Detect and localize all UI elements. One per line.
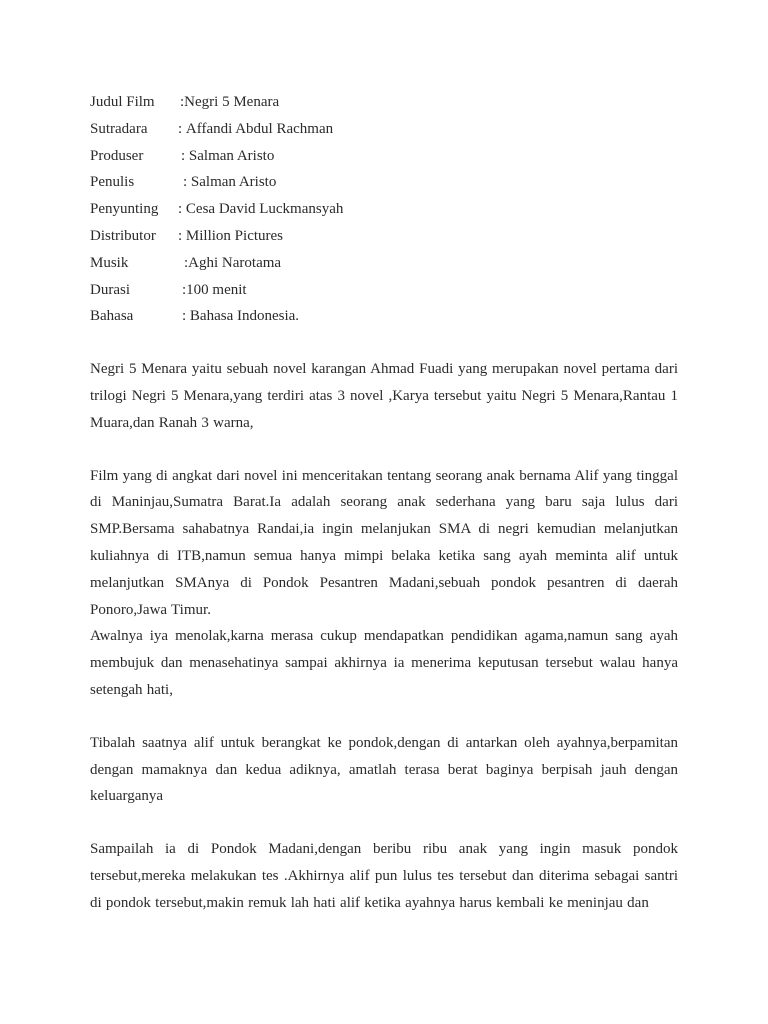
meta-separator: : — [183, 174, 191, 191]
meta-value: Salman Aristo — [188, 147, 275, 164]
meta-separator: : — [181, 147, 189, 164]
document-page — [90, 89, 678, 917]
meta-label: Penulis — [90, 174, 135, 191]
meta-row-penulis — [90, 169, 678, 196]
meta-row-bahasa — [90, 303, 678, 330]
meta-value: Affandi Abdul Rachman — [185, 120, 334, 137]
paragraph-synopsis: Film yang di angkat dari novel ini menceritakan tentang seorang anak bernama Alif yang tinggal di Maninjau,Sumatra Barat.Ia adalah seorang anak sederhana yang baru saja lulus dari SMP.Bersama sahabatnya Randai,ia ingin melanjukan SMA di negri kemudian melanjutkan kuliahnya di ITB,namun semua hanya mimpi belaka ketika sang ayah meminta alif untuk melanjutkan SMAnya di Pondok Pesantren Madani,sebuah pondok pesantren di daerah Ponoro,Jawa Timur. — [90, 467, 678, 618]
meta-value: Bahasa Indonesia. — [189, 308, 300, 325]
meta-value: 100 menit — [186, 281, 247, 298]
meta-row-durasi — [90, 277, 678, 304]
film-metadata — [90, 89, 678, 330]
meta-value: Negri 5 Menara — [184, 94, 280, 110]
meta-label: Penyunting — [90, 201, 159, 218]
meta-value: Salman Aristo — [190, 174, 277, 191]
meta-value: Aghi Narotama — [188, 254, 282, 271]
meta-value: Million Pictures — [185, 227, 284, 244]
paragraph-departure: Tibalah saatnya alif untuk berangkat ke pondok,dengan di antarkan oleh ayahnya,berpamitan dengan mamaknya dan kedua adiknya, amatlah terasa berat baginya berpisah jauh dengan keluarganya — [90, 734, 678, 805]
meta-separator: : — [180, 94, 185, 110]
meta-label: Durasi — [90, 281, 130, 298]
meta-row-judul-film — [90, 89, 678, 116]
meta-value: Cesa David Luckmansyah — [185, 201, 344, 218]
paragraph-intro: Negri 5 Menara yaitu sebuah novel karangan Ahmad Fuadi yang merupakan novel pertama dari trilogi Negri 5 Menara,yang terdiri atas 3 novel ,Karya tersebut yaitu Negri 5 Menara,Rantau 1 Muara,dan Ranah 3 warna, — [90, 361, 678, 431]
meta-row-musik — [90, 250, 678, 277]
meta-label: Distributor — [90, 227, 156, 244]
meta-label: Sutradara — [90, 120, 148, 137]
meta-label: Produser — [90, 147, 144, 164]
meta-label: Musik — [90, 254, 129, 271]
meta-separator: : — [178, 120, 186, 137]
meta-label: Bahasa — [90, 308, 134, 325]
meta-row-distributor — [90, 223, 678, 250]
meta-label: Judul Film — [90, 94, 155, 110]
meta-row-penyunting — [90, 196, 678, 223]
meta-row-produser — [90, 143, 678, 170]
meta-separator: : — [184, 254, 189, 271]
meta-separator: : — [182, 308, 190, 325]
meta-separator: : — [182, 281, 187, 298]
meta-separator: : — [178, 227, 186, 244]
paragraph-arrival: Sampailah ia di Pondok Madani,dengan beribu ribu anak yang ingin masuk pondok tersebut,mereka melakukan tes .Akhirnya alif pun lulus tes tersebut dan diterima sebagai santri di pondok tersebut,makin remuk lah hati alif ketika ayahnya harus kembali ke meninjau dan — [90, 841, 678, 911]
paragraph-refusal: Awalnya iya menolak,karna merasa cukup mendapatkan pendidikan agama,namun sang ayah membujuk dan menasehatinya sampai akhirnya ia menerima keputusan tersebut walau hanya setengah hati, — [90, 628, 678, 698]
meta-row-sutradara — [90, 116, 678, 143]
meta-separator: : — [178, 201, 186, 218]
